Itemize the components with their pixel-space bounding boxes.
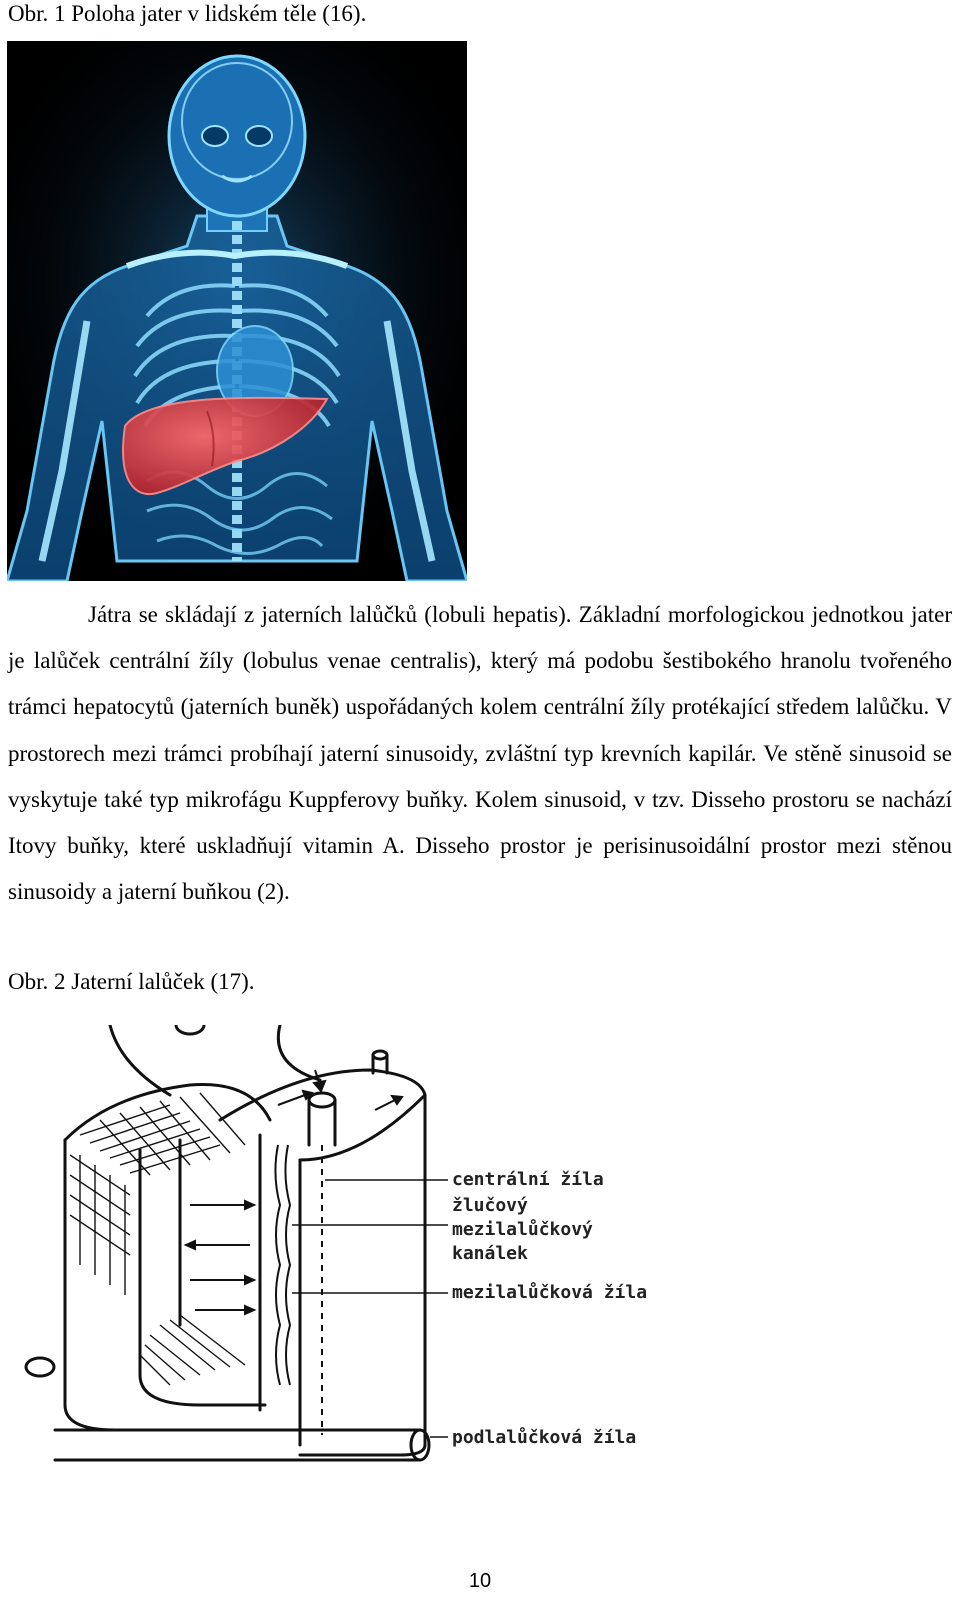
label-central-vein: centrální žíla [452,1169,604,1190]
label-bile-line2: mezilalůčkový [452,1219,593,1240]
figure-1-image [7,41,467,581]
body-paragraph [8,592,952,915]
label-bile-line3: kanálek [452,1243,528,1264]
figure-1-caption: Obr. 1 Poloha jater v lidském těle (16). [8,1,367,26]
label-bile-line1: žlučový [452,1195,528,1216]
label-sublobular-vein: podlalůčková žíla [452,1427,637,1448]
figure-2-caption: Obr. 2 Jaterní lalůček (17). [8,969,255,994]
label-interlobular-vein: mezilalůčková žíla [452,1282,648,1303]
page-number: 10 [468,1570,492,1592]
figure-2-diagram [20,1025,700,1505]
paragraph-text: Játra se skládají z jaterních lalůčků (lobuli hepatis). Základní morfologickou jednotkou jater je lalůček centrální žíly (lobulus venae centralis), který má podobu šestibokého hranolu tvořeného trámci hepatocytů (jaterních buněk) uspořádaných kolem centrální žíly protékající středem lalůčku. V prostorech mezi trámci probíhají jaterní sinusoidy, zvláštní typ krevních kapilár. Ve stěně sinusoid se vyskytuje také typ mikrofágu Kuppferovy buňky. Kolem sinusoid, v tzv. Disseho prostoru se nachází Itovy buňky, které uskladňují vitamin A. Disseho prostor je perisinusoidální prostor mezi stěnou sinusoidy a jaterní buňkou (2). [8,602,952,905]
